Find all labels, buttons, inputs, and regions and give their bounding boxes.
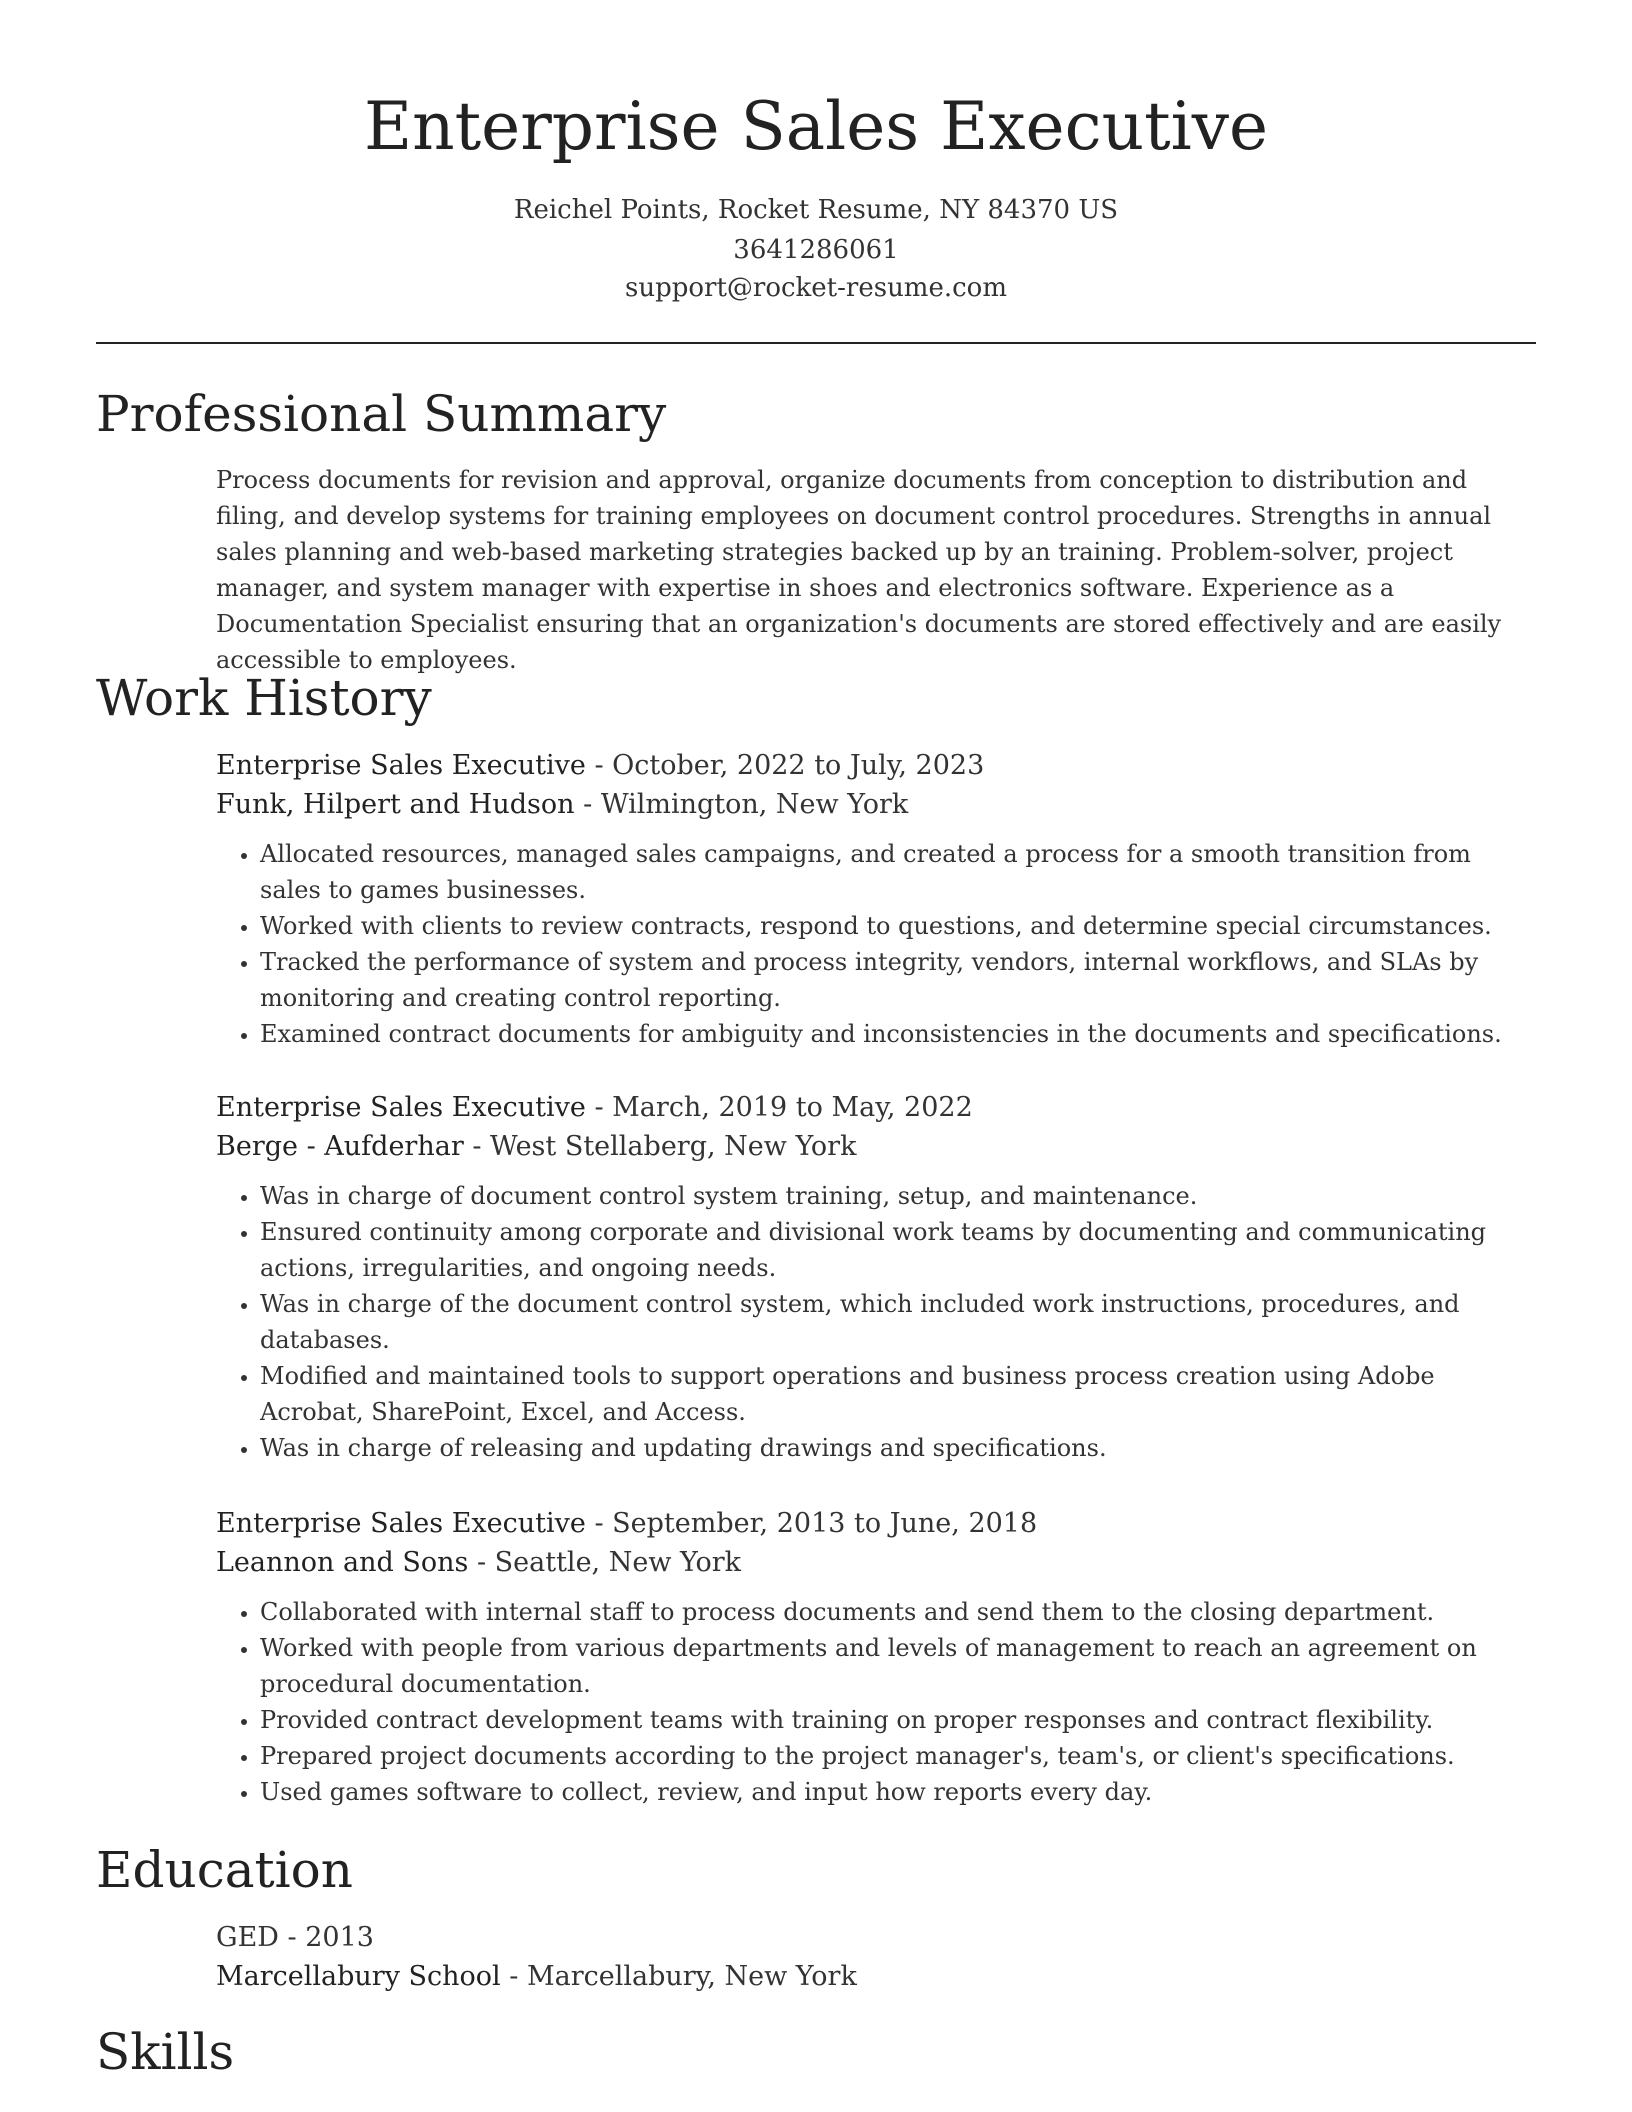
job-bullet: • Worked with clients to review contracts, respond to questions, and determine special circumstances. (260, 908, 1536, 944)
job-company-line (216, 785, 1536, 824)
job-entry (216, 746, 1536, 1052)
job-bullet: • Was in charge of the document control system, which included work instructions, procedures, and databases. (260, 1286, 1536, 1358)
job-company: Leannon and Sons (216, 1547, 469, 1578)
job-bullet: • Collaborated with internal staff to process documents and send them to the closing department. (260, 1594, 1536, 1630)
job-bullet: • Prepared project documents according to the project manager's, team's, or client's specifications. (260, 1738, 1536, 1774)
section-title-summary: Professional Summary (96, 385, 667, 443)
contact-phone: 3641286061 (733, 235, 899, 265)
education-degree: GED - 2013 (216, 1922, 374, 1953)
contact-address: Reichel Points, Rocket Resume, NY 84370 US (513, 195, 1119, 225)
job-title-line (216, 1504, 1536, 1543)
job-title-line (216, 1088, 1536, 1127)
section-title-work-history: Work History (96, 669, 432, 727)
job-company-line (216, 1127, 1536, 1166)
job-bullet: • Allocated resources, managed sales campaigns, and created a process for a smooth transition from sales to games businesses. (260, 836, 1536, 908)
job-bullet: • Was in charge of document control system training, setup, and maintenance. (260, 1178, 1536, 1214)
job-bullet: • Ensured continuity among corporate and divisional work teams by documenting and communicating actions, irregularities, and ongoing needs. (260, 1214, 1536, 1286)
section-title-skills: Skills (96, 2023, 235, 2081)
job-company-line (216, 1543, 1536, 1582)
summary-text: Process documents for revision and approval, organize documents from conception to distribution and filing, and develop systems for training employees on document control procedures. Strengths in annual sales planning and web-based marketing strategies backed up by an training. Problem-solver, project manager, and system manager with expertise in shoes and electronics software. Experience as a Documentation Specialist ensuring that an organization's documents are stored effectively and are easily accessible to employees. (216, 466, 1502, 674)
education-location: - Marcellabury, New York (500, 1961, 857, 1992)
job-role: Enterprise Sales Executive (216, 1092, 586, 1123)
education-school-line (216, 1957, 1536, 1996)
header-divider (96, 342, 1536, 344)
summary-block (216, 462, 1536, 678)
job-bullet: • Provided contract development teams with training on proper responses and contract flexibility. (260, 1702, 1536, 1738)
job-role: Enterprise Sales Executive (216, 750, 586, 781)
job-location: - Seattle, New York (468, 1547, 742, 1578)
job-location: - Wilmington, New York (574, 789, 909, 820)
resume-name: Enterprise Sales Executive (363, 88, 1269, 165)
job-bullet: • Tracked the performance of system and process integrity, vendors, internal workflows, and SLAs by monitoring and creating control reporting. (260, 944, 1536, 1016)
education-school: Marcellabury School (216, 1961, 501, 1992)
job-bullet: • Was in charge of releasing and updating drawings and specifications. (260, 1430, 1536, 1466)
job-company: Berge - Aufderhar (216, 1131, 464, 1162)
contact-email: support@rocket-resume.com (624, 273, 1007, 303)
job-role: Enterprise Sales Executive (216, 1508, 586, 1539)
job-bullet: • Modified and maintained tools to support operations and business process creation using Adobe Acrobat, SharePoint, Excel, and Access. (260, 1358, 1536, 1430)
job-company: Funk, Hilpert and Hudson (216, 789, 575, 820)
job-bullets (216, 1178, 1536, 1466)
job-dates: - March, 2019 to May, 2022 (585, 1092, 973, 1123)
job-bullet: • Used games software to collect, review, and input how reports every day. (260, 1774, 1536, 1810)
job-dates: - September, 2013 to June, 2018 (585, 1508, 1038, 1539)
job-entry (216, 1504, 1536, 1810)
job-title-line (216, 746, 1536, 785)
job-bullets (216, 836, 1536, 1052)
job-bullets (216, 1594, 1536, 1810)
job-bullet: • Examined contract documents for ambiguity and inconsistencies in the documents and specifications. (260, 1016, 1536, 1052)
job-dates: - October, 2022 to July, 2023 (585, 750, 985, 781)
job-bullet: • Worked with people from various departments and levels of management to reach an agreement on procedural documentation. (260, 1630, 1536, 1702)
job-location: - West Stellaberg, New York (463, 1131, 857, 1162)
job-entry (216, 1088, 1536, 1466)
education-entry (216, 1918, 1536, 1996)
section-title-education: Education (96, 1841, 353, 1899)
